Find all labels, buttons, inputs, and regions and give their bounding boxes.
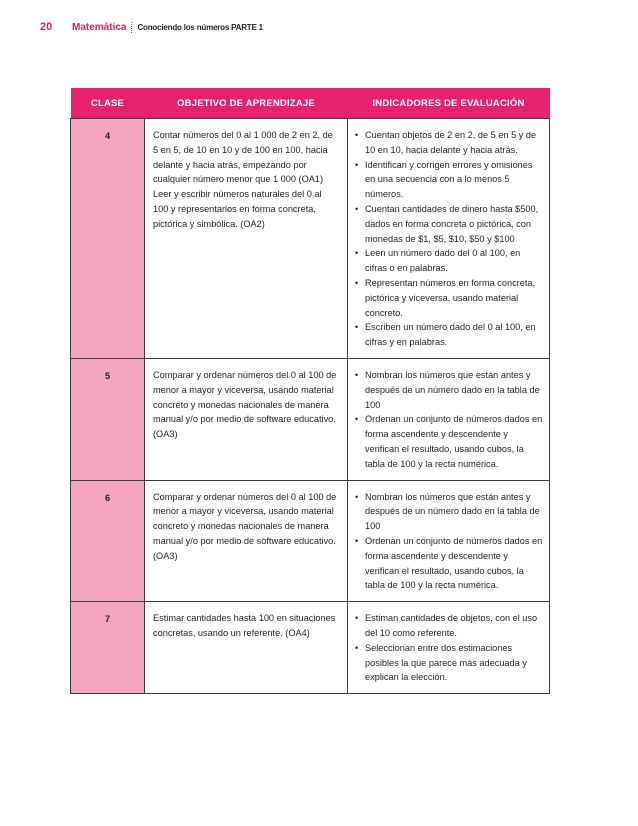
objetivo-cell xyxy=(145,358,348,480)
objetivo-cell xyxy=(145,602,348,694)
clase-number: 6 xyxy=(71,480,145,602)
list-item: • Seleccionan entre dos estimaciones posibles la que parece más adecuada y explican la elección. xyxy=(355,641,543,685)
list-item: • Cuentan objetos de 2 en 2, de 5 en 5 y de 10 en 10, hacia delante y hacia atrás. xyxy=(355,128,543,158)
list-item: • Representan números en forma concreta, pictórica y viceversa, usando material concreto. xyxy=(355,276,543,320)
page-header xyxy=(40,20,263,34)
clase-number: 5 xyxy=(71,358,145,480)
subject-title: Matemática xyxy=(72,21,127,33)
objetivo-text: Comparar y ordenar números del 0 al 100 de menor a mayor y viceversa, usando material concreto y monedas nacionales de manera manual y/o por medio de software educativo. (OA3) xyxy=(153,369,337,440)
indicadores-list xyxy=(355,128,543,350)
indicadores-cell xyxy=(348,119,550,359)
table-row xyxy=(71,119,550,359)
objetivo-text: Comparar y ordenar números del 0 al 100 de menor a mayor y viceversa, usando material concreto y monedas nacionales de manera manual y/o por medio de software educativo. (OA3) xyxy=(153,491,337,561)
objetivo-text: Estimar cantidades hasta 100 en situaciones concretas, usando un referente. (OA4) xyxy=(153,613,336,638)
indicadores-cell xyxy=(348,358,550,480)
clase-number: 4 xyxy=(71,119,145,359)
list-item: • Nombran los números que están antes y después de un número dado en la tabla de 100 xyxy=(355,368,543,412)
list-item: • Nombran los números que están antes y después de un número dado en la tabla de 100 xyxy=(355,490,543,534)
indicadores-list xyxy=(355,368,543,472)
indicadores-cell xyxy=(348,480,550,602)
header-indicadores: INDICADORES DE EVALUACIÓN xyxy=(348,88,550,119)
table-row xyxy=(71,480,550,602)
list-item: • Cuentan cantidades de dinero hasta $500, dados en forma concreta o pictórica, con monedas de $1, $5, $10, $50 y $100 xyxy=(355,202,543,246)
page-number: 20 xyxy=(40,21,53,33)
list-item: • Ordenan un conjunto de números dados en forma ascendente y descendente y verifican el resultado, usando cubos, la tabla de 100 y la recta numérica. xyxy=(355,412,543,471)
indicadores-list xyxy=(355,490,543,594)
header-objetivo: OBJETIVO DE APRENDIZAJE xyxy=(145,88,348,119)
unit-title: Conociendo los números PARTE 1 xyxy=(137,22,263,32)
objetivo-cell xyxy=(145,480,348,602)
objetivo-cell xyxy=(145,119,348,359)
header-clase: CLASE xyxy=(71,88,145,119)
table-header-row xyxy=(71,88,550,119)
table-row xyxy=(71,602,550,694)
list-item: • Estiman cantidades de objetos, con el uso del 10 como referente. xyxy=(355,611,543,641)
objetivo-text: Leer y escribir números naturales del 0 al 100 y representarlos en forma concreta, pictórica y simbólica. (OA2) xyxy=(153,189,322,229)
clase-number: 7 xyxy=(71,602,145,694)
indicadores-cell xyxy=(348,602,550,694)
list-item: • Escriben un número dado del 0 al 100, en cifras y en palabras. xyxy=(355,320,543,350)
list-item: • Ordenan un conjunto de números dados en forma ascendente y descendente y verifican el resultado, usando cubos, la tabla de 100 y la recta numérica. xyxy=(355,534,543,593)
list-item: • Leen un número dado del 0 al 100, en cifras o en palabras. xyxy=(355,246,543,276)
list-item: • Identifican y corrigen errores y omisiones en una secuencia con a lo menos 5 números. xyxy=(355,158,543,202)
objetivo-text: Contar números del 0 al 1 000 de 2 en 2, de 5 en 5, de 10 en 10 y de 100 en 100, hacia delante y hacia atrás, empezando por cualquier número menor que 1 000 (OA1) xyxy=(153,130,333,185)
header-separator xyxy=(131,22,132,33)
lesson-plan-table xyxy=(70,88,550,694)
indicadores-list xyxy=(355,611,543,685)
table-row xyxy=(71,358,550,480)
